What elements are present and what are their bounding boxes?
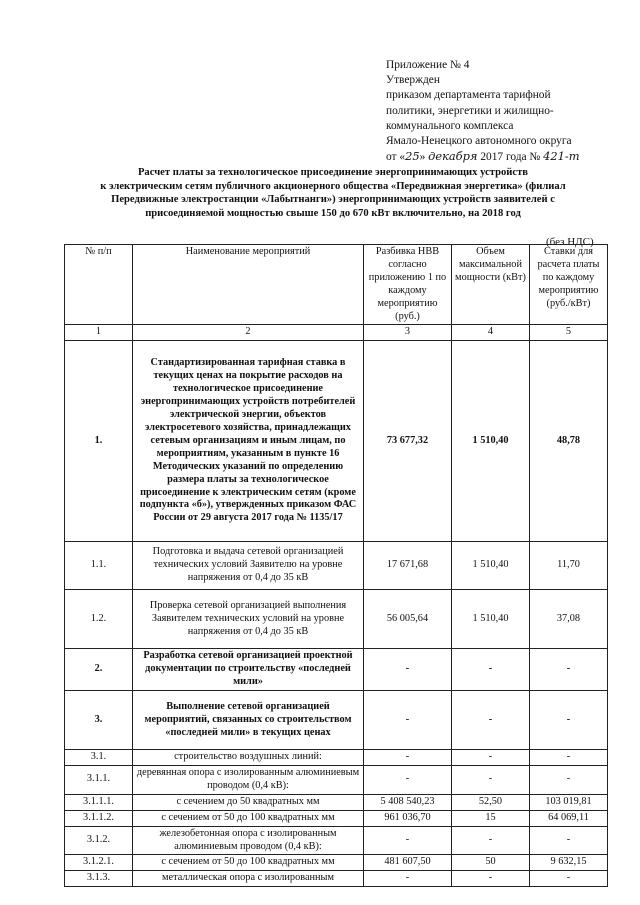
row-power: 50 <box>452 855 530 871</box>
row-number: 1.1. <box>65 542 133 590</box>
header-cell-power: Объем максимальной мощности (кВт) <box>452 245 530 325</box>
approval-line: Приложение № 4 <box>386 59 470 71</box>
date-sep: » <box>419 151 429 164</box>
table-row <box>65 810 608 826</box>
approval-line: коммунального комплекса <box>386 119 514 132</box>
column-number: 4 <box>452 325 530 341</box>
row-name: Выполнение сетевой организацией мероприятий, связанных со строительством «последней мили» в текущих ценах <box>133 691 364 750</box>
table-row <box>65 871 608 887</box>
row-name: Разработка сетевой организацией проектной документации по строительству «последней мили» <box>133 649 364 691</box>
title-line: Расчет платы за технологическое присоединение энергопринимающих устройств <box>137 167 529 178</box>
row-rate: - <box>530 649 608 691</box>
approval-line: Утвержден <box>386 74 440 87</box>
row-number: 1.2. <box>65 590 133 649</box>
row-name: металлическая опора с изолированным <box>133 871 364 887</box>
column-number: 3 <box>364 325 452 341</box>
row-rate: 48,78 <box>530 341 608 542</box>
row-nvv: - <box>364 649 452 691</box>
row-power: - <box>452 765 530 794</box>
approval-block <box>386 58 626 165</box>
table-row <box>65 542 608 590</box>
row-power: - <box>452 691 530 750</box>
row-number: 3. <box>65 691 133 750</box>
table-row <box>65 855 608 871</box>
table-row <box>65 649 608 691</box>
row-rate: - <box>530 826 608 855</box>
table-row <box>65 750 608 766</box>
row-power: 15 <box>452 810 530 826</box>
order-number: 421-т <box>543 149 580 164</box>
title-line: к электрическим сетям публичного акционерного общества «Передвижная энергетика» (филиал <box>100 180 566 192</box>
row-number: 3.1. <box>65 750 133 766</box>
column-number: 2 <box>133 325 364 341</box>
row-rate: 64 069,11 <box>530 810 608 826</box>
row-name: железобетонная опора с изолированным алюминиевым проводом (0,4 кВ): <box>133 826 364 855</box>
row-rate: - <box>530 871 608 887</box>
row-name: с сечением до 50 квадратных мм <box>133 794 364 810</box>
document-title <box>88 166 578 220</box>
row-rate: 103 019,81 <box>530 794 608 810</box>
row-power: - <box>452 750 530 766</box>
row-name: с сечением от 50 до 100 квадратных мм <box>133 855 364 871</box>
header-row <box>65 245 608 325</box>
header-cell-nvv: Разбивка НВВ согласно приложению 1 по каждому мероприятию (руб.) <box>364 245 452 325</box>
row-number: 2. <box>65 649 133 691</box>
row-power: - <box>452 649 530 691</box>
date-prefix: от « <box>386 151 406 164</box>
header-cell-num: № п/п <box>65 245 133 325</box>
approval-line: Ямало-Ненецкого автономного округа <box>386 135 572 148</box>
row-number: 3.1.1.2. <box>65 810 133 826</box>
row-number: 3.1.1. <box>65 765 133 794</box>
approval-date-line <box>386 149 626 165</box>
date-year: 2017 года № <box>477 151 544 164</box>
row-power: 1 510,40 <box>452 341 530 542</box>
row-nvv: - <box>364 826 452 855</box>
approval-line: политики, энергетики и жилищно- <box>386 104 554 117</box>
column-number: 5 <box>530 325 608 341</box>
header-cell-rate: Ставки для расчета платы по каждому мероприятию (руб./кВт) <box>530 245 608 325</box>
row-rate: 11,70 <box>530 542 608 590</box>
row-rate: - <box>530 750 608 766</box>
row-rate: 37,08 <box>530 590 608 649</box>
row-nvv: 73 677,32 <box>364 341 452 542</box>
row-nvv: 961 036,70 <box>364 810 452 826</box>
row-number: 3.1.2.1. <box>65 855 133 871</box>
table-row <box>65 341 608 542</box>
row-number: 3.1.2. <box>65 826 133 855</box>
row-power: 52,50 <box>452 794 530 810</box>
vat-note: (без НДС) <box>546 236 594 248</box>
row-power: 1 510,40 <box>452 590 530 649</box>
header-cell-name: Наименование мероприятий <box>133 245 364 325</box>
row-nvv: 5 408 540,23 <box>364 794 452 810</box>
row-name: деревянная опора с изолированным алюминиевым проводом (0,4 кВ): <box>133 765 364 794</box>
title-line: Передвижные электростанции «Лабытнанги») энергопринимающих устройств заявителей с <box>111 194 555 206</box>
row-nvv: 56 005,64 <box>364 590 452 649</box>
row-name: Проверка сетевой организацией выполнения Заявителем технических условий на уровне напряжения от 0,4 до 35 кВ <box>133 590 364 649</box>
table-row <box>65 794 608 810</box>
rates-table <box>64 244 608 887</box>
row-number: 3.1.1.1. <box>65 794 133 810</box>
date-month: декабря <box>428 149 478 164</box>
date-day: 25 <box>405 149 420 164</box>
row-name: строительство воздушных линий: <box>133 750 364 766</box>
row-power: - <box>452 826 530 855</box>
row-name: Подготовка и выдача сетевой организацией технических условий Заявителю на уровне напряжения от 0,4 до 35 кВ <box>133 542 364 590</box>
row-nvv: 17 671,68 <box>364 542 452 590</box>
row-nvv: - <box>364 871 452 887</box>
row-name: Стандартизированная тарифная ставка в текущих ценах на покрытие расходов на технологическое присоединение энергопринимающих устройств потребителей электрической энергии, объектов электросетевого хозяйства, принадлежащих сетевым организациям и иным лицам, по мероприятиям, указанным в пункте 16 Методических указаний по определению размера платы за технологическое присоединение к электрическим сетям (кроме подпункта «б»), утвержденных приказом ФАС России от 29 августа 2017 года № 1135/17 <box>133 341 364 542</box>
row-name: с сечением от 50 до 100 квадратных мм <box>133 810 364 826</box>
table-row <box>65 691 608 750</box>
row-nvv: - <box>364 765 452 794</box>
row-number: 1. <box>65 341 133 542</box>
approval-line: приказом департамента тарифной <box>386 89 551 102</box>
row-rate: 9 632,15 <box>530 855 608 871</box>
table-row <box>65 590 608 649</box>
row-nvv: 481 607,50 <box>364 855 452 871</box>
column-number: 1 <box>65 325 133 341</box>
row-power: 1 510,40 <box>452 542 530 590</box>
column-number-row <box>65 325 608 341</box>
row-rate: - <box>530 765 608 794</box>
row-nvv: - <box>364 750 452 766</box>
table-row <box>65 765 608 794</box>
row-power: - <box>452 871 530 887</box>
row-number: 3.1.3. <box>65 871 133 887</box>
row-rate: - <box>530 691 608 750</box>
title-line: присоединяемой мощностью свыше 150 до 670 кВт включительно, на 2018 год <box>145 207 521 219</box>
table-row <box>65 826 608 855</box>
row-nvv: - <box>364 691 452 750</box>
